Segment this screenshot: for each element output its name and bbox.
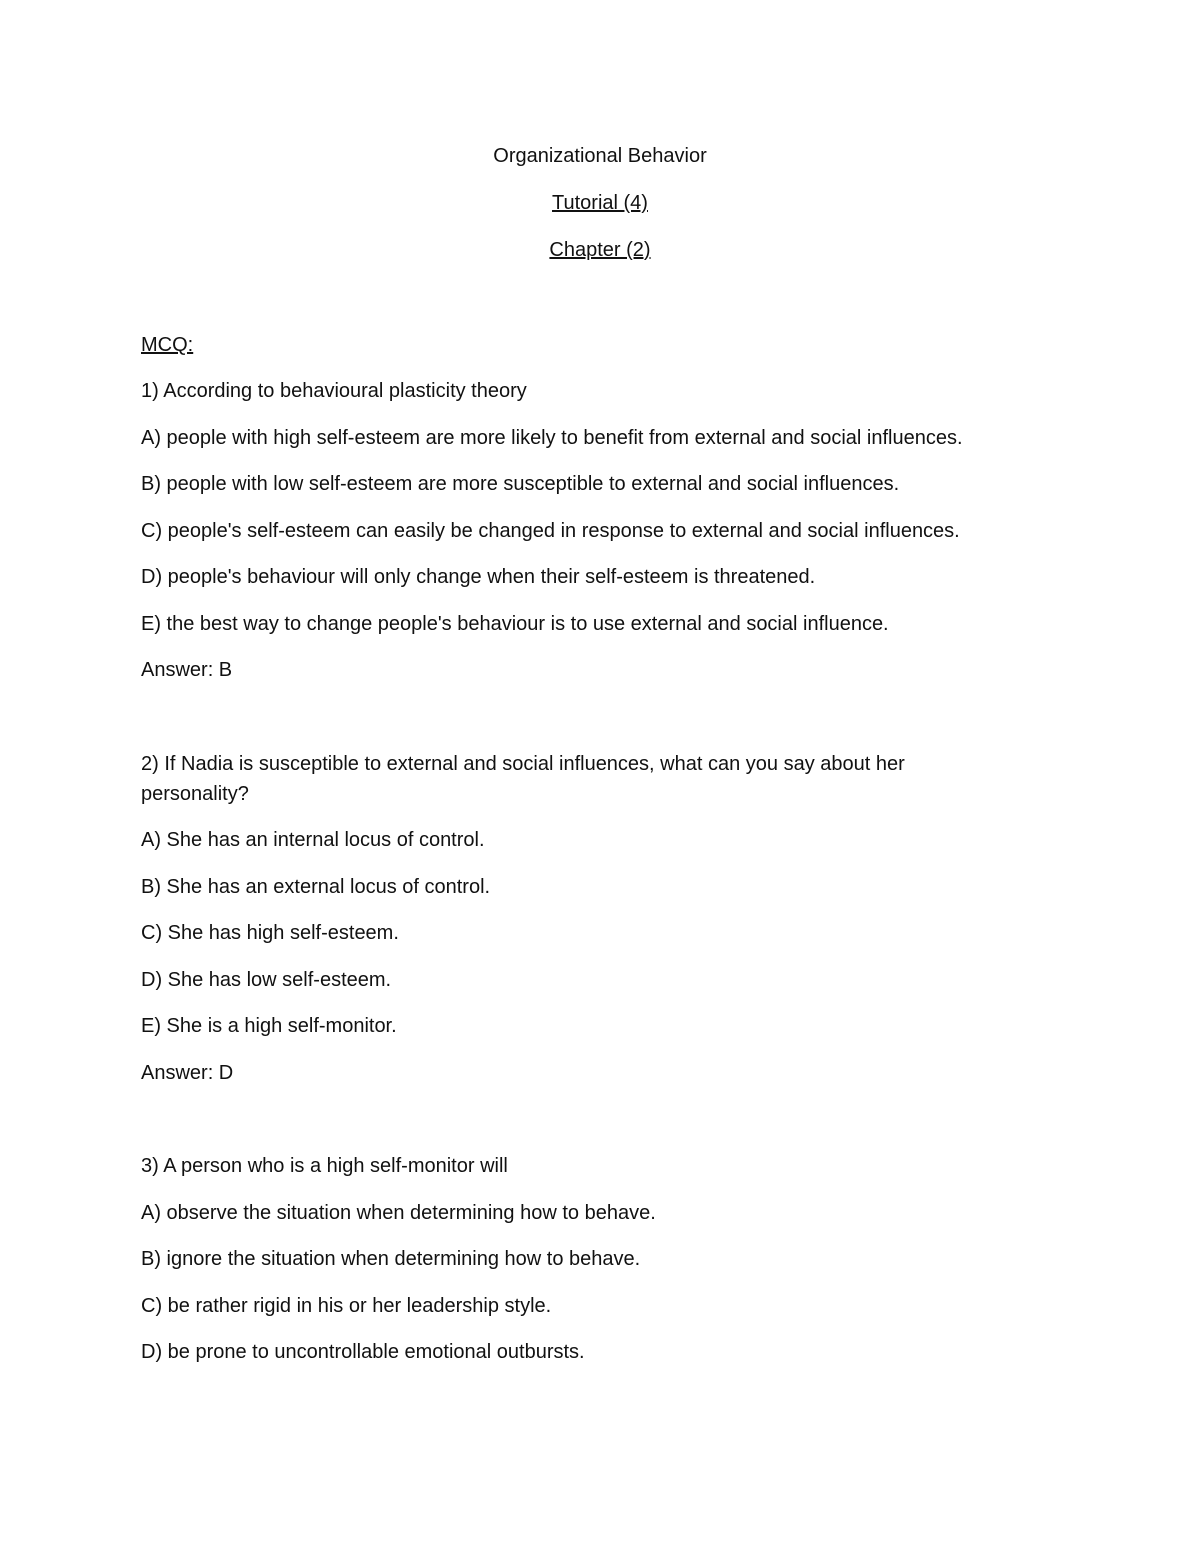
tutorial-heading: Tutorial (4): [552, 192, 648, 214]
option-c: C) people's self-esteem can easily be changed in response to external and social influences.: [141, 519, 960, 542]
option-e: E) She is a high self-monitor.: [141, 1015, 397, 1037]
option-d: D) people's behaviour will only change when their self-esteem is threatened.: [141, 566, 816, 588]
question-3: [141, 1151, 1041, 1367]
option-b: B) ignore the situation when determining how to behave.: [141, 1248, 641, 1270]
option-a: A) people with high self-esteem are more likely to benefit from external and social influences.: [141, 426, 963, 449]
question-stem: 1) According to behavioural plasticity theory: [141, 380, 527, 402]
option-b: B) She has an external locus of control.: [141, 875, 491, 898]
spacer: [141, 702, 1041, 749]
option-a: A) observe the situation when determining how to behave.: [141, 1201, 656, 1224]
option-d: D) be prone to uncontrollable emotional outbursts.: [141, 1341, 585, 1363]
question-1: [141, 376, 1041, 685]
question-2: [141, 749, 1041, 1088]
answer: Answer: B: [141, 659, 233, 681]
spacer: [141, 1104, 1041, 1151]
document-body: [141, 330, 1041, 1384]
option-b: B) people with low self-esteem are more susceptible to external and social influences.: [141, 473, 900, 495]
question-stem: 3) A person who is a high self-monitor will: [141, 1155, 508, 1177]
chapter-heading: Chapter (2): [549, 239, 651, 261]
option-c: C) She has high self-esteem.: [141, 922, 399, 944]
option-e: E) the best way to change people's behaviour is to use external and social influence.: [141, 612, 889, 635]
option-c: C) be rather rigid in his or her leadership style.: [141, 1294, 552, 1317]
option-a: A) She has an internal locus of control.: [141, 829, 485, 851]
question-stem: 2) If Nadia is susceptible to external and social influences, what can you say about her personality?: [141, 752, 905, 805]
answer: Answer: D: [141, 1061, 234, 1084]
course-title: Organizational Behavior: [493, 145, 707, 167]
section-title: MCQ:: [141, 334, 194, 356]
option-d: D) She has low self-esteem.: [141, 968, 392, 991]
